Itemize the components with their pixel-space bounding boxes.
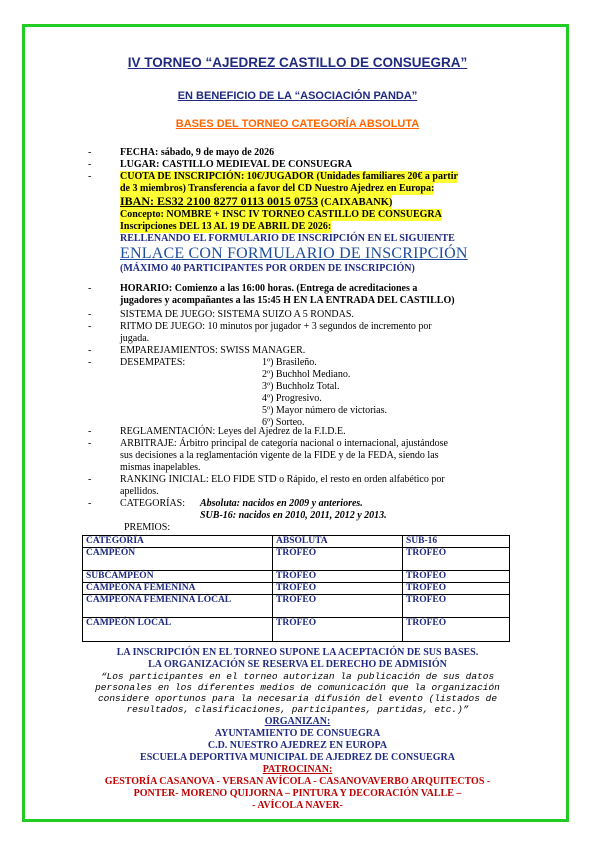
- prize-absoluta: TROFEO: [273, 548, 403, 571]
- horario-line-2: jugadores y acompañantes a las 15:45 H EN LA ENTRADA DEL CASTILLO): [120, 295, 455, 306]
- header-categoria: CATEGORÍA: [83, 536, 273, 548]
- subtitle-beneficio: EN BENEFICIO DE LA “ASOCIACIÓN PANDA”: [177, 90, 418, 102]
- maximo: (MÁXIMO 40 PARTICIPANTES POR ORDEN DE INSCRIPCIÓN): [120, 263, 415, 274]
- iban-bank: (CAIXABANK): [318, 197, 393, 208]
- desempate-4: 4º) Progresivo.: [262, 393, 322, 404]
- prize-category: CAMPEONA FEMENINA: [83, 583, 273, 595]
- patrocinan-label: PATROCINAN:: [262, 764, 333, 775]
- legal-line-2: personales en los diferentes medios de comunicación que la organización: [95, 682, 500, 693]
- ritmo-line-2: jugada.: [120, 333, 150, 344]
- table-row: [83, 571, 510, 583]
- registration-form-link[interactable]: ENLACE CON FORMULARIO DE INSCRIPCIÓN: [120, 245, 468, 262]
- reglamentacion: REGLAMENTACIÓN: Leyes del Ajedrez de la F.I.D.E.: [120, 426, 346, 437]
- desempate-1: 1º) Brasileño.: [262, 357, 317, 368]
- prize-sub16: TROFEO: [403, 595, 510, 618]
- table-row: [83, 595, 510, 618]
- iban-line: [120, 195, 392, 209]
- prize-sub16: TROFEO: [403, 618, 510, 642]
- desempate-5: 5º) Mayor número de victorias.: [262, 405, 388, 416]
- patrocinador-line-1: GESTORÍA CASANOVA - VERSAN AVÍCOLA - CASANOVAVERBO ARQUITECTOS -: [104, 776, 491, 787]
- categoria-sub16: SUB-16: nacidos en 2010, 2011, 2012 y 2013.: [200, 510, 387, 521]
- arbitraje-line-3: mismas inapelables.: [120, 462, 201, 473]
- horario-line-1: HORARIO: Comienzo a las 16:00 horas. (Entrega de acreditaciones a: [120, 283, 418, 294]
- bullet: -: [88, 345, 92, 356]
- prize-absoluta: TROFEO: [273, 618, 403, 642]
- prize-category: CAMPEÓN LOCAL: [83, 618, 273, 642]
- table-header-row: [83, 536, 510, 548]
- organizan-label: ORGANIZAN:: [264, 716, 331, 727]
- categoria-absoluta: Absoluta: nacidos en 2009 y anteriores.: [200, 498, 363, 509]
- prize-sub16: TROFEO: [403, 548, 510, 571]
- arbitraje-line-1: ARBITRAJE: Árbitro principal de categoría nacional o internacional, ajustándose: [120, 438, 448, 449]
- prize-category: CAMPEONA FEMENINA LOCAL: [83, 595, 273, 618]
- organizador-2: C.D. NUESTRO AJEDREZ EN EUROPA: [207, 740, 388, 751]
- page-title: IV TORNEO “AJEDREZ CASTILLO DE CONSUEGRA”: [127, 55, 468, 70]
- bullet: -: [88, 159, 92, 170]
- ritmo-line-1: RITMO DE JUEGO: 10 minutos por jugador + 3 segundos de incremento por: [120, 321, 432, 332]
- bullet: -: [88, 283, 92, 294]
- organizador-1: AYUNTAMIENTO DE CONSUEGRA: [214, 728, 381, 739]
- lugar: LUGAR: CASTILLO MEDIEVAL DE CONSUEGRA: [120, 159, 353, 170]
- desempates-label: DESEMPATES:: [120, 357, 186, 368]
- prize-absoluta: TROFEO: [273, 595, 403, 618]
- subtitle-bases: BASES DEL TORNEO CATEGORÍA ABSOLUTA: [175, 118, 420, 130]
- prize-sub16: TROFEO: [403, 583, 510, 595]
- categorias-label: CATEGORÍAS:: [120, 498, 186, 509]
- table-row: [83, 548, 510, 571]
- ranking-line-2: apellidos.: [120, 486, 159, 497]
- inscripciones: Inscripciones DEL 13 AL 19 DE ABRIL DE 2026:: [120, 221, 332, 232]
- bullet: -: [88, 474, 92, 485]
- premios-label: PREMIOS:: [124, 522, 171, 533]
- fecha: FECHA: sábado, 9 de mayo de 2026: [120, 147, 275, 158]
- patrocinador-line-2: PONTER- MORENO QUIJORNA – PINTURA Y DECORACIÓN VALLE –: [133, 788, 462, 799]
- sistema: SISTEMA DE JUEGO: SISTEMA SUIZO A 5 RONDAS.: [120, 309, 354, 320]
- prize-absoluta: TROFEO: [273, 583, 403, 595]
- bullet: -: [88, 147, 92, 158]
- ranking-line-1: RANKING INICIAL: ELO FIDE STD o Rápido, el resto en orden alfabético por: [120, 474, 445, 485]
- admision: LA ORGANIZACIÓN SE RESERVA EL DERECHO DE ADMISIÓN: [148, 659, 447, 670]
- bullet: -: [88, 498, 92, 509]
- aceptacion: LA INSCRIPCIÓN EN EL TORNEO SUPONE LA ACEPTACIÓN DE SUS BASES.: [116, 647, 479, 658]
- prize-sub16: TROFEO: [403, 571, 510, 583]
- organizador-3: ESCUELA DEPORTIVA MUNICIPAL DE AJEDREZ DE CONSUEGRA: [140, 752, 455, 763]
- table-row: [83, 583, 510, 595]
- rellenando: RELLENANDO EL FORMULARIO DE INSCRIPCIÓN EN EL SIGUIENTE: [120, 233, 455, 244]
- bullet: -: [88, 357, 92, 368]
- header-absoluta: ABSOLUTA: [273, 536, 403, 548]
- prize-absoluta: TROFEO: [273, 571, 403, 583]
- legal-line-4: resultados, clasificaciones, participantes, partidas, etc.)”: [126, 704, 469, 715]
- bullet: -: [88, 426, 92, 437]
- bullet: -: [88, 171, 92, 182]
- cuota-line-2: de 3 miembros) Transferencia a favor del CD Nuestro Ajedrez en Europa:: [120, 183, 435, 194]
- prize-category: CAMPEÓN: [83, 548, 273, 571]
- iban[interactable]: IBAN: ES32 2100 8277 0113 0015 0753: [120, 194, 319, 208]
- table-row: [83, 618, 510, 642]
- desempate-6: 6º) Sorteo.: [262, 417, 305, 428]
- prizes-table: [82, 535, 510, 642]
- emparejamientos: EMPAREJAMIENTOS: SWISS MANAGER.: [120, 345, 306, 356]
- desempate-2: 2º) Buchhol Mediano.: [262, 369, 351, 380]
- bullet: -: [88, 321, 92, 332]
- cuota-line-1: CUOTA DE INSCRIPCIÓN: 10€/JUGADOR (Unidades familiares 20€ a partir: [120, 171, 458, 182]
- legal-line-3: considere oportunos para la necesaria difusión del evento (listados de: [97, 693, 498, 704]
- arbitraje-line-2: sus decisiones a la reglamentación vigente de la FIDE y de la FEDA, siendo las: [120, 450, 439, 461]
- desempate-3: 3º) Buchholz Total.: [262, 381, 340, 392]
- concepto: Concepto: NOMBRE + INSC IV TORNEO CASTILLO DE CONSUEGRA: [120, 209, 442, 220]
- bullet: -: [88, 438, 92, 449]
- header-sub16: SUB-16: [403, 536, 510, 548]
- prize-category: SUBCAMPEÓN: [83, 571, 273, 583]
- patrocinador-line-3: - AVÍCOLA NAVER-: [252, 800, 343, 811]
- bullet: -: [88, 309, 92, 320]
- legal-line-1: “Los participantes en el torneo autorizan la publicación de sus datos: [100, 671, 495, 682]
